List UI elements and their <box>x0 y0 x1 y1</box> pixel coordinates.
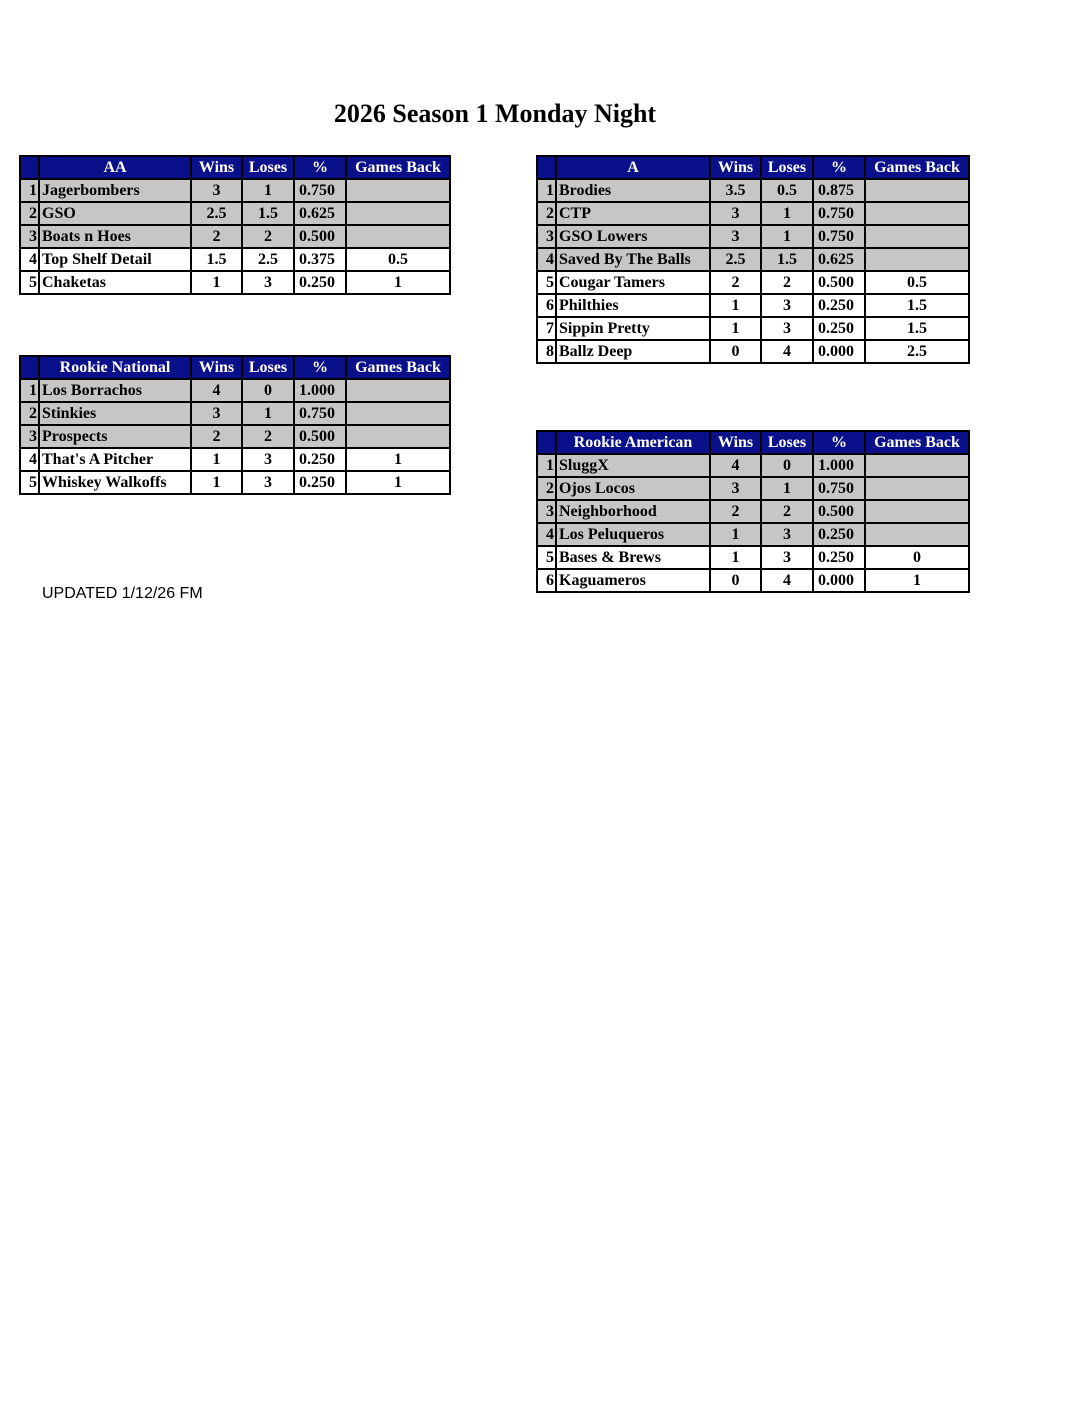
games-back-header: Games Back <box>346 156 450 179</box>
rank-header <box>537 156 556 179</box>
team-name: Prospects <box>39 425 191 448</box>
games-back-cell <box>865 225 969 248</box>
pct-cell: 0.500 <box>813 271 865 294</box>
games-back-cell <box>346 202 450 225</box>
wins-header: Wins <box>191 356 242 379</box>
wins-cell: 0 <box>710 569 761 592</box>
loses-cell: 1.5 <box>761 248 813 271</box>
team-name: Kaguameros <box>556 569 710 592</box>
standings-row <box>20 179 450 202</box>
pct-cell: 0.250 <box>294 271 346 294</box>
rank-cell: 3 <box>537 225 556 248</box>
standings-row <box>537 202 969 225</box>
loses-cell: 2.5 <box>242 248 294 271</box>
team-name: Brodies <box>556 179 710 202</box>
games-back-cell <box>865 248 969 271</box>
rank-cell: 4 <box>537 523 556 546</box>
games-back-header: Games Back <box>865 431 969 454</box>
standings-row <box>537 248 969 271</box>
wins-cell: 2.5 <box>191 202 242 225</box>
wins-cell: 2.5 <box>710 248 761 271</box>
page-title: 2026 Season 1 Monday Night <box>333 99 657 128</box>
games-back-cell <box>865 454 969 477</box>
team-name: Los Peluqueros <box>556 523 710 546</box>
rank-cell: 4 <box>20 248 39 271</box>
standings-row <box>537 340 969 363</box>
team-name: CTP <box>556 202 710 225</box>
games-back-cell: 1 <box>346 448 450 471</box>
loses-cell: 2 <box>761 271 813 294</box>
team-name: Top Shelf Detail <box>39 248 191 271</box>
loses-cell: 3 <box>761 317 813 340</box>
standings-row <box>537 569 969 592</box>
pct-cell: 0.250 <box>813 523 865 546</box>
pct-cell: 0.250 <box>294 471 346 494</box>
standings-row <box>537 523 969 546</box>
games-back-cell: 0.5 <box>865 271 969 294</box>
standings-row <box>537 454 969 477</box>
loses-header: Loses <box>242 156 294 179</box>
rank-cell: 3 <box>20 225 39 248</box>
games-back-cell <box>865 523 969 546</box>
loses-cell: 1 <box>242 402 294 425</box>
header-row <box>20 156 450 179</box>
standings-row <box>20 379 450 402</box>
standings-row <box>537 317 969 340</box>
rank-cell: 8 <box>537 340 556 363</box>
wins-header: Wins <box>710 156 761 179</box>
rank-cell: 3 <box>537 500 556 523</box>
pct-cell: 0.500 <box>294 425 346 448</box>
standings-row <box>537 500 969 523</box>
rank-cell: 4 <box>20 448 39 471</box>
pct-cell: 0.875 <box>813 179 865 202</box>
games-back-cell: 1.5 <box>865 294 969 317</box>
division-table-rookie-national <box>19 355 451 495</box>
wins-cell: 2 <box>191 225 242 248</box>
team-name: Ojos Locos <box>556 477 710 500</box>
team-name: Sippin Pretty <box>556 317 710 340</box>
standings-row <box>537 225 969 248</box>
standings-row <box>20 471 450 494</box>
rank-header <box>537 431 556 454</box>
wins-cell: 3 <box>191 179 242 202</box>
team-name: Chaketas <box>39 271 191 294</box>
wins-cell: 2 <box>191 425 242 448</box>
division-table-rookie-american <box>536 430 970 593</box>
pct-header: % <box>813 156 865 179</box>
games-back-cell <box>346 425 450 448</box>
wins-header: Wins <box>710 431 761 454</box>
rank-cell: 5 <box>537 546 556 569</box>
loses-cell: 3 <box>761 546 813 569</box>
pct-cell: 0.000 <box>813 340 865 363</box>
games-back-cell <box>346 402 450 425</box>
team-name: GSO <box>39 202 191 225</box>
games-back-cell: 2.5 <box>865 340 969 363</box>
rank-cell: 1 <box>537 454 556 477</box>
standings-row <box>20 271 450 294</box>
team-name: Bases & Brews <box>556 546 710 569</box>
loses-header: Loses <box>242 356 294 379</box>
wins-cell: 1 <box>710 317 761 340</box>
wins-cell: 0 <box>710 340 761 363</box>
wins-cell: 4 <box>191 379 242 402</box>
rank-header <box>20 356 39 379</box>
wins-cell: 1 <box>191 271 242 294</box>
rank-header <box>20 156 39 179</box>
team-name: Neighborhood <box>556 500 710 523</box>
pct-cell: 0.625 <box>813 248 865 271</box>
rank-cell: 2 <box>537 477 556 500</box>
updated-note: UPDATED 1/12/26 FM <box>42 585 203 602</box>
games-back-cell: 1 <box>865 569 969 592</box>
loses-cell: 1.5 <box>242 202 294 225</box>
wins-cell: 1 <box>191 448 242 471</box>
games-back-cell: 1 <box>346 471 450 494</box>
standings-row <box>537 271 969 294</box>
pct-cell: 0.750 <box>294 179 346 202</box>
loses-cell: 3 <box>761 523 813 546</box>
standings-row <box>537 179 969 202</box>
pct-cell: 0.625 <box>294 202 346 225</box>
loses-cell: 2 <box>242 225 294 248</box>
wins-cell: 3 <box>191 402 242 425</box>
wins-cell: 3 <box>710 225 761 248</box>
wins-cell: 1 <box>710 523 761 546</box>
games-back-cell: 1.5 <box>865 317 969 340</box>
wins-cell: 1 <box>191 471 242 494</box>
loses-cell: 4 <box>761 569 813 592</box>
rank-cell: 7 <box>537 317 556 340</box>
pct-cell: 0.250 <box>813 294 865 317</box>
games-back-cell <box>865 179 969 202</box>
header-row <box>537 156 969 179</box>
division-table-aa <box>19 155 451 295</box>
team-name: Jagerbombers <box>39 179 191 202</box>
wins-cell: 2 <box>710 500 761 523</box>
pct-cell: 0.750 <box>813 225 865 248</box>
loses-cell: 3 <box>761 294 813 317</box>
rank-cell: 2 <box>537 202 556 225</box>
games-back-header: Games Back <box>346 356 450 379</box>
wins-cell: 1.5 <box>191 248 242 271</box>
standings-row <box>20 448 450 471</box>
standings-row <box>537 477 969 500</box>
wins-header: Wins <box>191 156 242 179</box>
pct-header: % <box>813 431 865 454</box>
team-name: Whiskey Walkoffs <box>39 471 191 494</box>
rank-cell: 5 <box>20 271 39 294</box>
games-back-cell: 0 <box>865 546 969 569</box>
team-name: SluggX <box>556 454 710 477</box>
loses-cell: 1 <box>761 202 813 225</box>
loses-cell: 2 <box>242 425 294 448</box>
standings-row <box>537 546 969 569</box>
wins-cell: 1 <box>710 294 761 317</box>
loses-header: Loses <box>761 156 813 179</box>
loses-cell: 0 <box>761 454 813 477</box>
division-name: Rookie American <box>556 431 710 454</box>
standings-row <box>20 402 450 425</box>
team-name: Ballz Deep <box>556 340 710 363</box>
games-back-cell <box>346 179 450 202</box>
wins-cell: 3 <box>710 202 761 225</box>
rank-cell: 5 <box>537 271 556 294</box>
wins-cell: 4 <box>710 454 761 477</box>
pct-cell: 0.500 <box>813 500 865 523</box>
loses-cell: 3 <box>242 471 294 494</box>
games-back-cell <box>346 379 450 402</box>
header-row <box>20 356 450 379</box>
loses-cell: 2 <box>761 500 813 523</box>
standings-row <box>537 294 969 317</box>
rank-cell: 1 <box>20 179 39 202</box>
loses-cell: 3 <box>242 448 294 471</box>
team-name: That's A Pitcher <box>39 448 191 471</box>
games-back-header: Games Back <box>865 156 969 179</box>
games-back-cell <box>346 225 450 248</box>
rank-cell: 6 <box>537 569 556 592</box>
games-back-cell: 0.5 <box>346 248 450 271</box>
games-back-cell <box>865 500 969 523</box>
team-name: Stinkies <box>39 402 191 425</box>
pct-cell: 0.750 <box>294 402 346 425</box>
loses-header: Loses <box>761 431 813 454</box>
pct-cell: 0.750 <box>813 202 865 225</box>
rank-cell: 5 <box>20 471 39 494</box>
pct-cell: 0.500 <box>294 225 346 248</box>
team-name: GSO Lowers <box>556 225 710 248</box>
division-name: Rookie National <box>39 356 191 379</box>
loses-cell: 4 <box>761 340 813 363</box>
team-name: Los Borrachos <box>39 379 191 402</box>
pct-cell: 0.000 <box>813 569 865 592</box>
rank-cell: 2 <box>20 202 39 225</box>
wins-cell: 2 <box>710 271 761 294</box>
loses-cell: 1 <box>242 179 294 202</box>
wins-cell: 3.5 <box>710 179 761 202</box>
pct-cell: 0.250 <box>813 546 865 569</box>
team-name: Cougar Tamers <box>556 271 710 294</box>
games-back-cell <box>865 202 969 225</box>
division-name: A <box>556 156 710 179</box>
loses-cell: 0.5 <box>761 179 813 202</box>
rank-cell: 2 <box>20 402 39 425</box>
loses-cell: 1 <box>761 477 813 500</box>
standings-row <box>20 202 450 225</box>
header-row <box>537 431 969 454</box>
rank-cell: 4 <box>537 248 556 271</box>
rank-cell: 1 <box>537 179 556 202</box>
standings-row <box>20 248 450 271</box>
division-table-a <box>536 155 970 364</box>
rank-cell: 3 <box>20 425 39 448</box>
loses-cell: 0 <box>242 379 294 402</box>
games-back-cell <box>865 477 969 500</box>
wins-cell: 1 <box>710 546 761 569</box>
team-name: Saved By The Balls <box>556 248 710 271</box>
games-back-cell: 1 <box>346 271 450 294</box>
rank-cell: 1 <box>20 379 39 402</box>
pct-cell: 1.000 <box>294 379 346 402</box>
wins-cell: 3 <box>710 477 761 500</box>
division-name: AA <box>39 156 191 179</box>
pct-cell: 0.375 <box>294 248 346 271</box>
pct-header: % <box>294 356 346 379</box>
standings-row <box>20 225 450 248</box>
pct-cell: 1.000 <box>813 454 865 477</box>
rank-cell: 6 <box>537 294 556 317</box>
team-name: Philthies <box>556 294 710 317</box>
pct-cell: 0.250 <box>813 317 865 340</box>
loses-cell: 3 <box>242 271 294 294</box>
team-name: Boats n Hoes <box>39 225 191 248</box>
standings-row <box>20 425 450 448</box>
loses-cell: 1 <box>761 225 813 248</box>
pct-cell: 0.250 <box>294 448 346 471</box>
pct-cell: 0.750 <box>813 477 865 500</box>
pct-header: % <box>294 156 346 179</box>
